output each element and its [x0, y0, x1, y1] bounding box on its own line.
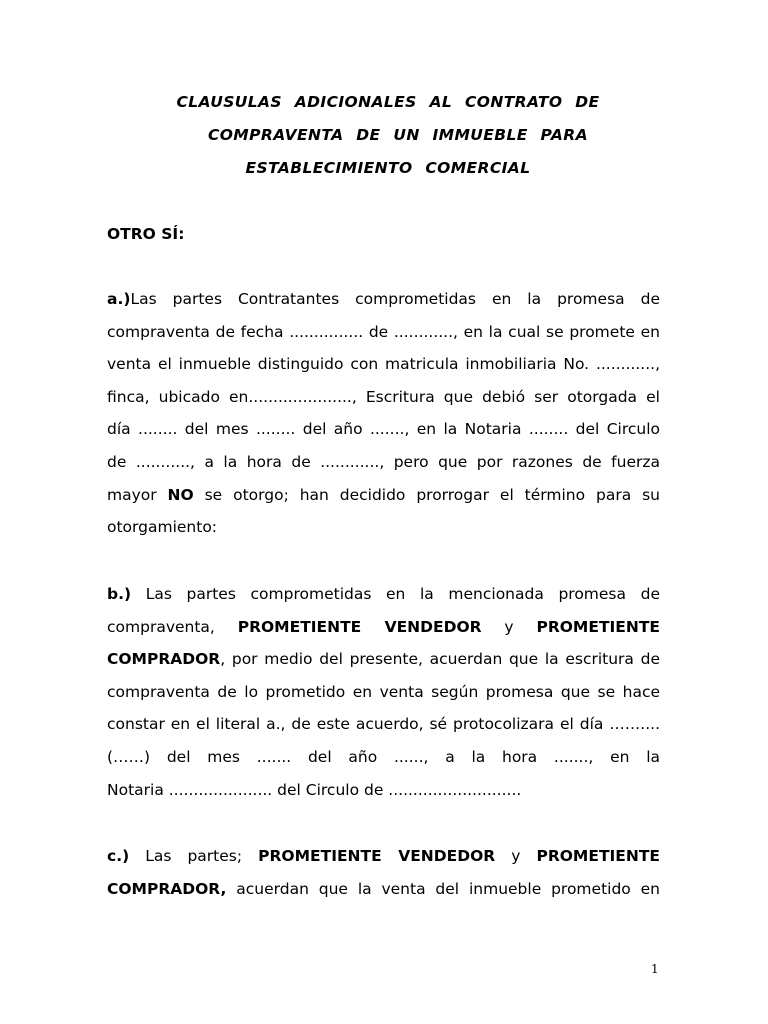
section-heading: OTRO SÍ: — [107, 225, 185, 243]
paragraph-line — [107, 873, 660, 906]
paragraph-line — [107, 578, 660, 611]
paragraph-a — [107, 283, 660, 544]
paragraph-b — [107, 578, 660, 806]
paragraph-line — [107, 643, 660, 676]
paragraph-label: b.) — [107, 585, 132, 603]
paragraph-text: y — [481, 617, 537, 636]
title-line-2: COMPRAVENTA DE UN IMMUEBLE PARA — [207, 126, 589, 144]
party-buyer-part1: PROMETIENTE — [536, 617, 660, 636]
paragraph-text: mayor — [107, 485, 168, 504]
paragraph-c — [107, 840, 660, 905]
paragraph-text: Las partes Contratantes comprometidas en la promesa de — [130, 290, 660, 308]
paragraph-text: Las partes; — [129, 847, 259, 865]
paragraph-line: compraventa de lo prometido en venta según promesa que se hace — [107, 682, 660, 701]
party-buyer-part2: COMPRADOR — [107, 650, 221, 669]
paragraph-line — [107, 283, 660, 316]
party-seller: PROMETIENTE VENDEDOR — [237, 617, 482, 636]
paragraph-line: (……) del mes ....... del año ......, a la hora ......., en la — [107, 747, 660, 766]
paragraph-line — [107, 840, 660, 873]
paragraph-text: compraventa, — [107, 617, 238, 636]
paragraph-label: c.) — [107, 847, 130, 865]
paragraph-text: se otorgo; han decidido prorrogar el término para su — [193, 485, 660, 504]
page-number: 1 — [651, 962, 659, 976]
party-buyer-part2: COMPRADOR, — [107, 879, 227, 898]
paragraph-line: constar en el literal a., de este acuerdo, sé protocolizara el día …….... — [107, 715, 660, 734]
title-line-1: CLAUSULAS ADICIONALES AL CONTRATO DE — [176, 93, 600, 111]
paragraph-text: , por medio del presente, acuerdan que la escritura de — [220, 650, 660, 669]
paragraph-text: acuerdan que la venta del inmueble prometido en — [226, 879, 660, 898]
paragraph-line — [107, 479, 660, 512]
party-buyer-part1: PROMETIENTE — [536, 847, 660, 865]
emphasis-no: NO — [167, 485, 194, 504]
paragraph-line: venta el inmueble distinguido con matricula inmobiliaria No. ............, — [107, 355, 660, 374]
paragraph-text: Las partes comprometidas en la mencionada promesa de — [131, 585, 660, 603]
paragraph-text: y — [495, 847, 537, 865]
paragraph-line: otorgamiento: — [107, 518, 218, 537]
paragraph-line: Notaria ..................... del Circulo de ........................... — [107, 780, 522, 799]
paragraph-line: compraventa de fecha ............... de ............, en la cual se promete en — [107, 322, 660, 341]
paragraph-label: a.) — [107, 290, 131, 308]
party-seller: PROMETIENTE VENDEDOR — [258, 847, 496, 865]
paragraph-line — [107, 611, 660, 644]
paragraph-line: de ..........., a la hora de ............, pero que por razones de fuerza — [107, 452, 660, 471]
title-line-3: ESTABLECIMIENTO COMERCIAL — [245, 159, 531, 177]
paragraph-line: finca, ubicado en....................., Escritura que debió ser otorgada el — [107, 387, 660, 406]
paragraph-line: día ........ del mes ........ del año ......., en la Notaria ........ del Circulo — [107, 420, 660, 439]
